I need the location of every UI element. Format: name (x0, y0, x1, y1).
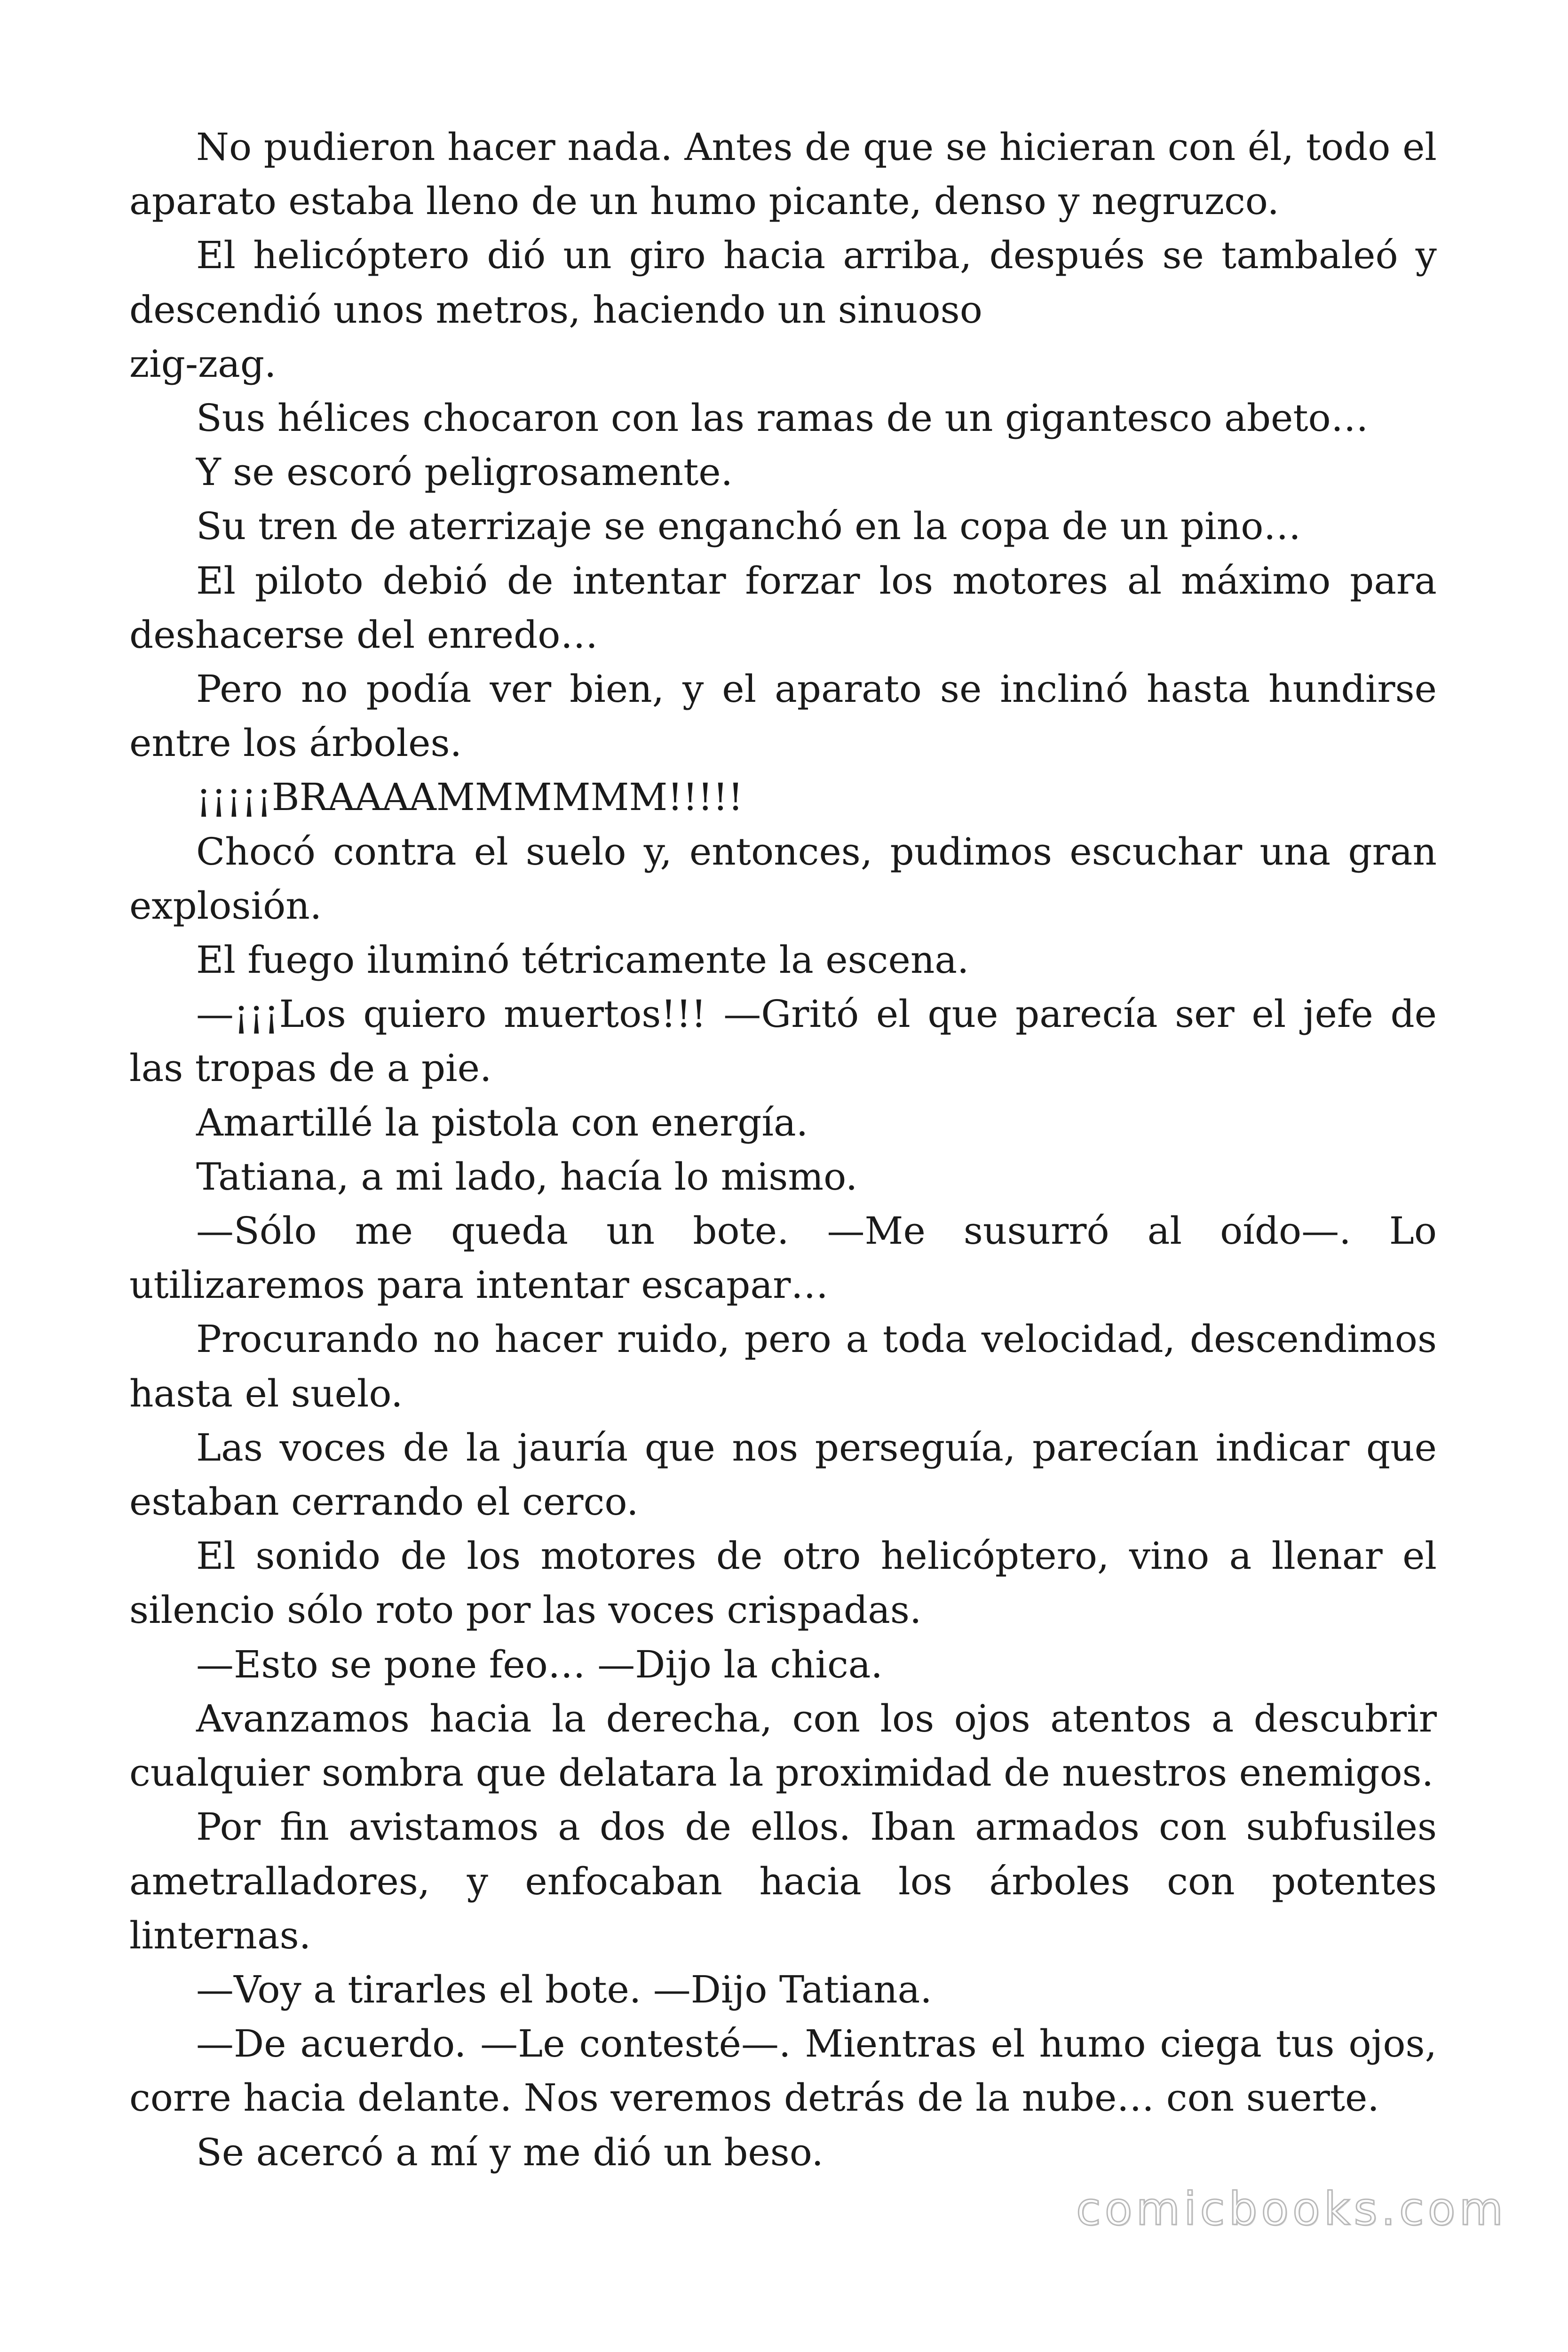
paragraph: Y se escoró peligrosamente. (196, 450, 733, 494)
body-text (129, 120, 1437, 2179)
paragraph: Chocó contra el suelo y, entonces, pudimos escuchar una gran explosión. (129, 829, 1437, 928)
paragraph: Avanzamos hacia la derecha, con los ojos atentos a descubrir cualquier sombra que delatara la proximidad de nuestros enemigos. (129, 1696, 1437, 1795)
paragraph: Procurando no hacer ruido, pero a toda velocidad, descendimos hasta el suelo. (129, 1317, 1437, 1415)
paragraph: —Voy a tirarles el bote. —Dijo Tatiana. (196, 1967, 932, 2011)
paragraph: Tatiana, a mi lado, hacía lo mismo. (196, 1154, 858, 1199)
paragraph: No pudieron hacer nada. Antes de que se hicieran con él, todo el aparato estaba lleno de un humo picante, denso y negruzco. (129, 125, 1437, 223)
paragraph: Pero no podía ver bien, y el aparato se inclinó hasta hundirse entre los árboles. (129, 667, 1437, 765)
paragraph: ¡¡¡¡¡BRAAAAMMMMMM!!!!! (196, 775, 744, 819)
paragraph: —Esto se pone feo… —Dijo la chica. (196, 1642, 883, 1686)
paragraph: El piloto debió de intentar forzar los motores al máximo para deshacerse del enredo… (129, 558, 1437, 657)
paragraph: —Sólo me queda un bote. —Me susurró al oído—. Lo utilizaremos para intentar escapar… (129, 1209, 1437, 1307)
paragraph: —¡¡¡Los quiero muertos!!! —Gritó el que parecía ser el jefe de las tropas de a pie. (129, 992, 1437, 1090)
paragraph: Amartillé la pistola con energía. (196, 1100, 808, 1144)
paragraph: Sus hélices chocaron con las ramas de un gigantesco abeto… (196, 396, 1369, 440)
paragraph-continuation: zig-zag. (129, 342, 277, 386)
paragraph: Por fin avistamos a dos de ellos. Iban armados con subfusiles ametralladores, y enfocaban hacia los árboles con potentes linternas. (129, 1805, 1437, 1957)
paragraph: El sonido de los motores de otro helicóptero, vino a llenar el silencio sólo roto por las voces crispadas. (129, 1534, 1437, 1632)
paragraph: Se acercó a mí y me dió un beso. (196, 2130, 824, 2174)
paragraph: Las voces de la jauría que nos perseguía, parecían indicar que estaban cerrando el cerco. (129, 1425, 1437, 1524)
paragraph: —De acuerdo. —Le contesté—. Mientras el humo ciega tus ojos, corre hacia delante. Nos veremos detrás de la nube… con suerte. (129, 2022, 1437, 2120)
watermark-logo: comicbooks.com (1076, 2183, 1507, 2235)
paragraph-text: El helicóptero dió un giro hacia arriba, después se tambaleó y descendió unos metros, haciendo un sinuoso (129, 233, 1437, 332)
paragraph: Su tren de aterrizaje se enganchó en la copa de un pino… (196, 504, 1301, 548)
paragraph (129, 228, 1437, 391)
paragraph: El fuego iluminó tétricamente la escena. (196, 938, 969, 982)
